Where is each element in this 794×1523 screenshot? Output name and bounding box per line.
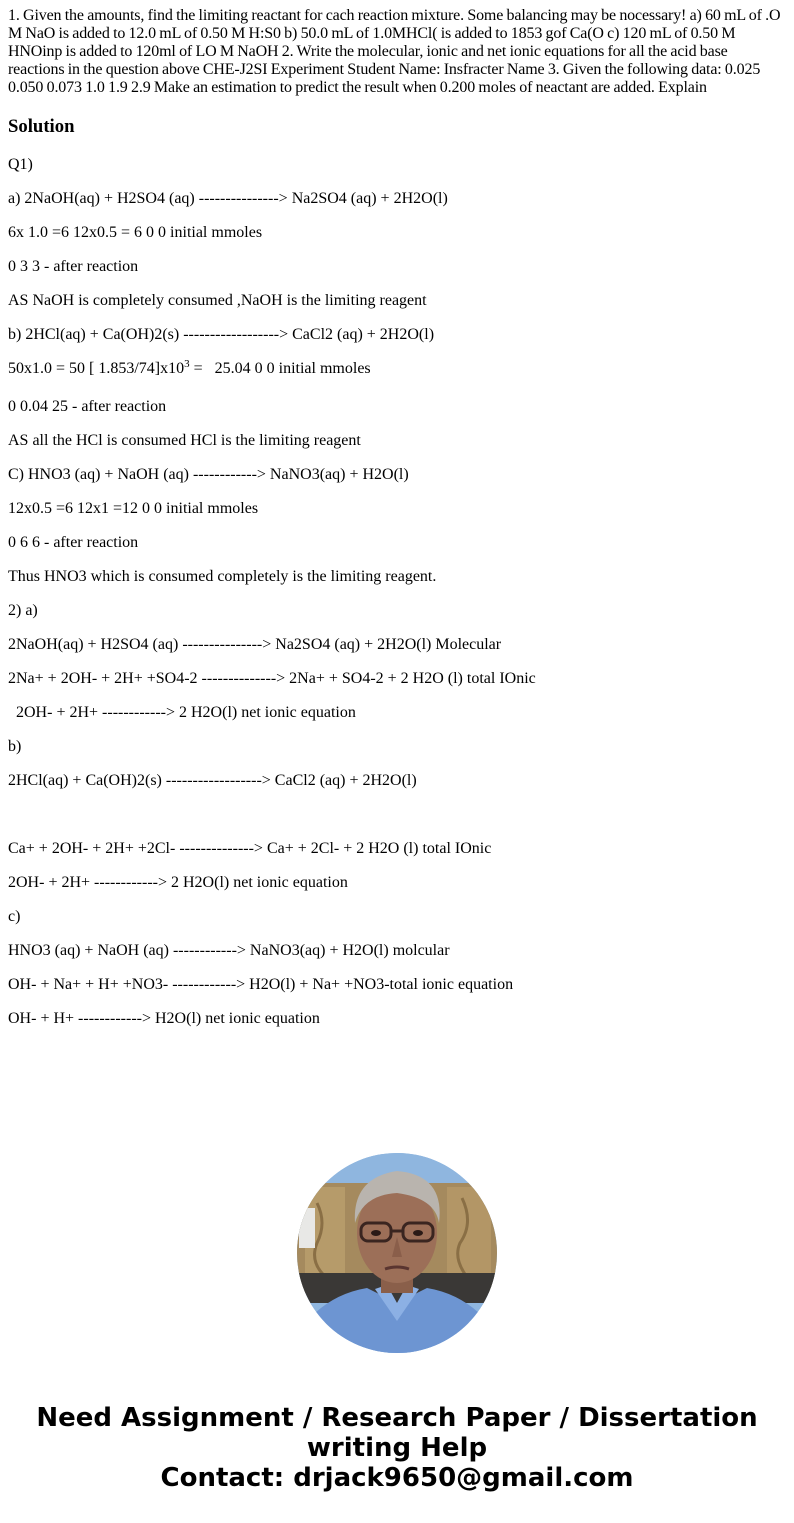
question-text: 1. Given the amounts, find the limiting reactant for cach reaction mixture. Some balancing may be nocessary! a) 60 mL of .O M NaO is added to 12.0 mL of 0.50 M H:S0 b) 50.0 mL of 1.0MHCl( is added to 1853 gof Ca(O c) 120 mL of 0.50 M HNOinp is added to 120ml of LO M NaOH 2. Write the molecular, ionic and net ionic equations for all the acid base reactions in the question above CHE-J2SI Experiment Student Name: Insfracter Name 3. Given the following data: 0.025 0.050 0.073 1.0 1.9 2.9 Make an estimation to predict the result when 0.200 moles of neactant are added. Explain (8, 7, 781, 96)
answer-line: Ca+ + 2OH- + 2H+ +2Cl- --------------> Ca+ + 2Cl- + 2 H2O (l) total IOnic (8, 840, 492, 857)
answer-line: 12x0.5 =6 12x1 =12 0 0 initial mmoles (8, 500, 259, 517)
answer-line: 2HCl(aq) + Ca(OH)2(s) ------------------> CaCl2 (aq) + 2H2O(l) (8, 772, 417, 789)
answer-line: AS all the HCl is consumed HCl is the limiting reagent (8, 432, 361, 449)
answer-line: 0 6 6 - after reaction (8, 534, 139, 551)
answer-line: Q1) (8, 156, 33, 173)
solution-heading: Solution (8, 116, 75, 137)
answer-line: AS NaOH is completely consumed ,NaOH is the limiting reagent (8, 292, 427, 309)
answer-line: 2OH- + 2H+ ------------> 2 H2O(l) net ionic equation (8, 704, 356, 721)
answer-line: OH- + Na+ + H+ +NO3- ------------> H2O(l) + Na+ +NO3-total ionic equation (8, 976, 514, 993)
promo-line-1: Need Assignment / Research Paper / Dissertation (36, 1403, 758, 1433)
answer-line-blank (8, 805, 786, 839)
answer-line: C) HNO3 (aq) + NaOH (aq) ------------> NaNO3(aq) + H2O(l) (8, 466, 409, 483)
tutor-photo-illustration (297, 1153, 497, 1353)
answer-line: b) (8, 738, 22, 755)
answer-line: a) 2NaOH(aq) + H2SO4 (aq) ---------------> Na2SO4 (aq) + 2H2O(l) (8, 190, 448, 207)
promo-line-2: writing Help (306, 1433, 488, 1463)
solution-body (8, 155, 786, 1043)
answer-line: 2Na+ + 2OH- + 2H+ +SO4-2 --------------> 2Na+ + SO4-2 + 2 H2O (l) total IOnic (8, 670, 536, 687)
promo-contact: Contact: drjack9650@gmail.com (160, 1463, 634, 1493)
answer-line: 0 0.04 25 - after reaction (8, 398, 167, 415)
answer-line-calculation (8, 359, 786, 397)
answer-line: 0 3 3 - after reaction (8, 258, 139, 275)
answer-line: 2OH- + 2H+ ------------> 2 H2O(l) net ionic equation (8, 874, 348, 891)
answer-line: 6x 1.0 =6 12x0.5 = 6 0 0 initial mmoles (8, 224, 263, 241)
answer-line: OH- + H+ ------------> H2O(l) net ionic equation (8, 1010, 320, 1027)
calc-exponent: 3 (184, 358, 190, 370)
answer-line: c) (8, 908, 21, 925)
answer-line: 2NaOH(aq) + H2SO4 (aq) ---------------> Na2SO4 (aq) + 2H2O(l) Molecular (8, 636, 502, 653)
promo-banner (0, 1403, 794, 1493)
answer-line: b) 2HCl(aq) + Ca(OH)2(s) ------------------> CaCl2 (aq) + 2H2O(l) (8, 326, 435, 343)
tutor-avatar (297, 1153, 497, 1353)
calc-suffix: = 25.04 0 0 initial mmoles (189, 360, 371, 377)
answer-line: 2) a) (8, 602, 38, 619)
answer-line: Thus HNO3 which is consumed completely is the limiting reagent. (8, 568, 437, 585)
calc-prefix: 50x1.0 = 50 [ 1.853/74]x10 (8, 360, 185, 377)
answer-line: HNO3 (aq) + NaOH (aq) ------------> NaNO3(aq) + H2O(l) molcular (8, 942, 450, 959)
